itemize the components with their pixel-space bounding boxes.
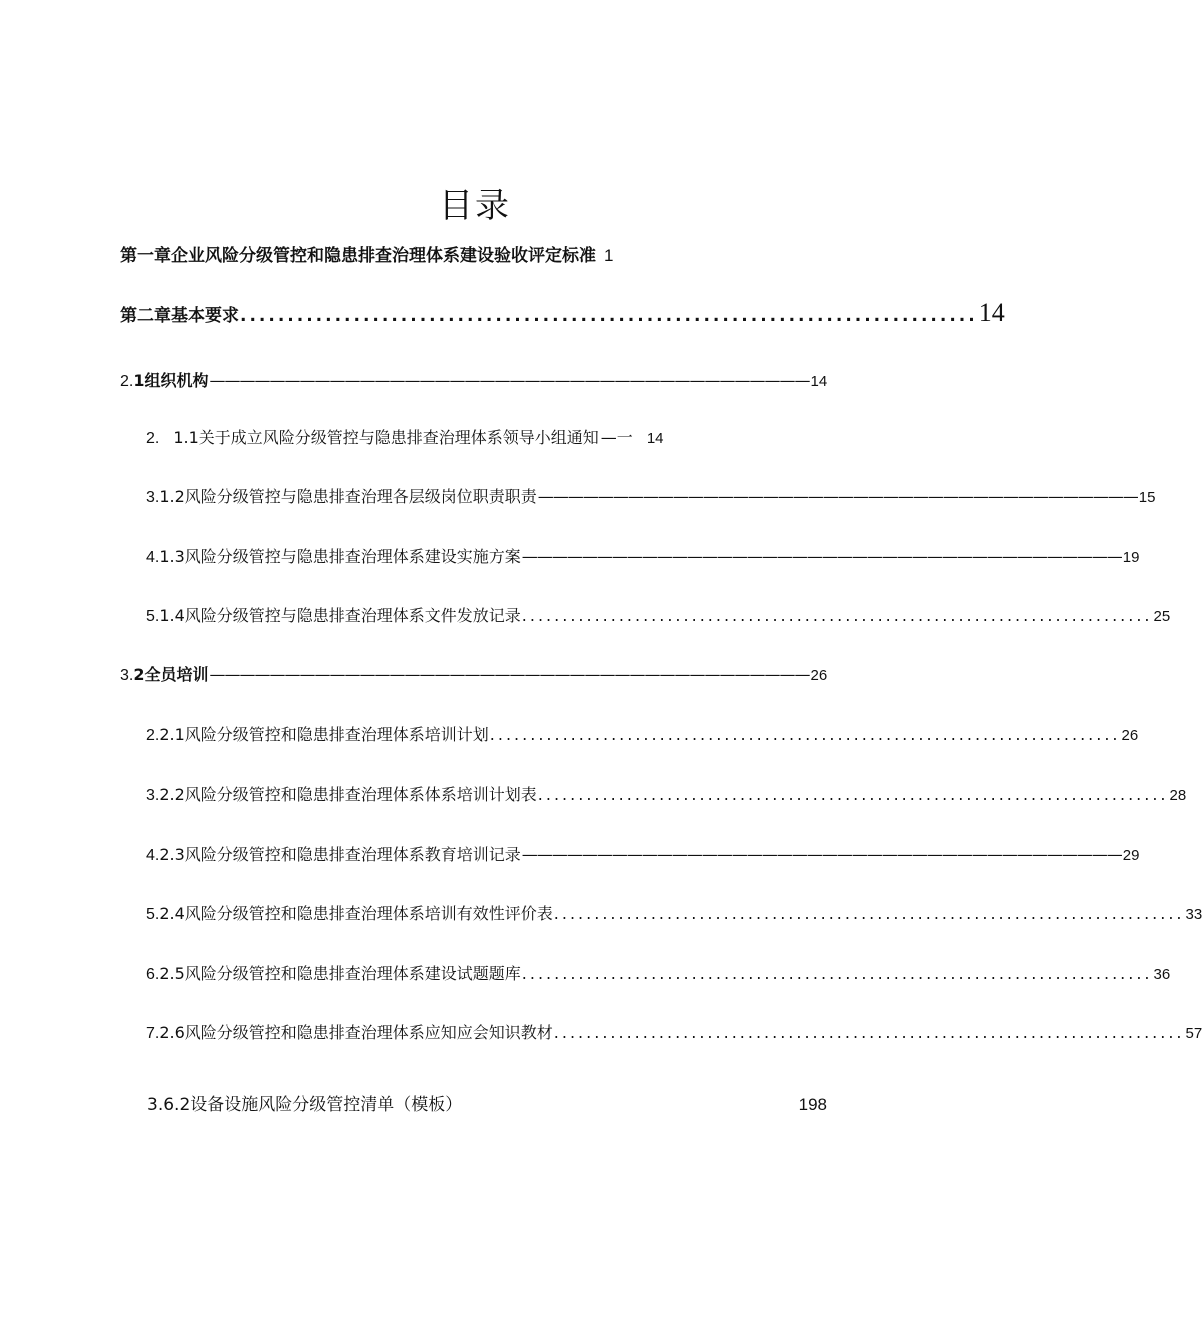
toc-entry-label: 1.2风险分级管控与隐患排查治理各层级岗位职责职责	[159, 487, 537, 506]
toc-entry-page: 26	[1121, 727, 1139, 744]
dash-leader: ————————————————————————————————————————	[209, 665, 810, 684]
toc-entry-page: 57	[1185, 1025, 1202, 1042]
toc-entry-label: 2.5风险分级管控和隐患排查治理体系建设试题题库	[159, 964, 521, 983]
dot-leader: ..............................................................................	[521, 964, 1153, 983]
toc-chapter-1-page: 1	[604, 246, 614, 265]
toc-entry-page: 33	[1185, 906, 1202, 923]
toc-entry-label: 2全员培训	[133, 665, 209, 684]
dash-leader: ————————————————————————————————————————	[521, 845, 1122, 864]
toc-entry-label: 3.6.2设备设施风险分级管控清单（模板）	[147, 1095, 463, 1115]
toc-entry-number: 4.	[146, 549, 160, 566]
toc-entry[interactable]	[146, 961, 1171, 984]
toc-entry-number: 6.	[146, 966, 160, 983]
dot-leader: ..............................................................................	[489, 725, 1121, 744]
toc-chapter-1[interactable]	[120, 241, 613, 266]
dash-leader: ————————————————————————————————————————	[209, 371, 810, 390]
toc-entry-number: 2.	[146, 430, 160, 447]
page-title: 目录	[439, 186, 511, 226]
toc-entry[interactable]	[146, 901, 1202, 924]
toc-entry-page: 28	[1169, 787, 1187, 804]
toc-entry-number: 7.	[146, 1025, 160, 1042]
toc-entry-label: 1.4风险分级管控与隐患排查治理体系文件发放记录	[159, 606, 521, 625]
toc-entry-label: 2.1风险分级管控和隐患排查治理体系培训计划	[159, 725, 489, 744]
dash-leader: —一	[600, 428, 633, 447]
toc-entry-number: 2.	[120, 373, 134, 390]
toc-entry-number: 2.	[146, 727, 160, 744]
toc-entry-page: 14	[810, 373, 828, 390]
dot-leader: ..............................................................................	[537, 785, 1169, 804]
dash-leader: ————————————————————————————————————————	[537, 487, 1138, 506]
toc-entry-page: 29	[1122, 847, 1140, 864]
toc-chapter-2[interactable]	[120, 298, 1005, 328]
toc-entry-page: 15	[1138, 489, 1156, 506]
toc-entry-label: 2.6风险分级管控和隐患排查治理体系应知应会知识教材	[159, 1023, 553, 1042]
toc-entry[interactable]	[146, 722, 1139, 745]
toc-entry-number: 5.	[146, 906, 160, 923]
toc-entry-label: 1.3风险分级管控与隐患排查治理体系建设实施方案	[159, 547, 521, 566]
toc-entry-page: 198	[798, 1095, 827, 1114]
toc-chapter-1-label: 第一章企业风险分级管控和隐患排查治理体系建设验收评定标准	[120, 246, 596, 266]
toc-entry-number: 5.	[146, 608, 160, 625]
dot-leader: ..............................................................................	[240, 306, 978, 326]
toc-entry[interactable]	[146, 484, 1156, 507]
toc-entry[interactable]	[146, 782, 1187, 805]
toc-entry-page: 19	[1122, 549, 1140, 566]
dot-leader: ..............................................................................	[521, 606, 1153, 625]
toc-entry-label: 1组织机构	[133, 371, 209, 390]
toc-entry-label: 2.4风险分级管控和隐患排查治理体系培训有效性评价表	[159, 904, 553, 923]
toc-entry-page: 26	[810, 667, 828, 684]
toc-entry[interactable]	[146, 1020, 1202, 1043]
toc-entry[interactable]	[146, 425, 814, 448]
toc-entry-page: 25	[1153, 608, 1171, 625]
toc-entry-number: 3.	[120, 667, 134, 684]
dot-leader: ..............................................................................	[553, 1023, 1185, 1042]
toc-entry-label: 2.3风险分级管控和隐患排查治理体系教育培训记录	[159, 845, 521, 864]
toc-section[interactable]	[120, 662, 828, 685]
toc-chapter-2-page: 14	[978, 298, 1005, 327]
toc-entry-last[interactable]	[147, 1090, 827, 1115]
toc-entry[interactable]	[146, 842, 1140, 865]
toc-chapter-2-label: 第二章基本要求	[120, 306, 239, 326]
toc-section[interactable]	[120, 368, 828, 391]
toc-entry-page: 36	[1153, 966, 1171, 983]
toc-entry[interactable]	[146, 544, 1140, 567]
toc-entry-label: 2.2风险分级管控和隐患排查治理体系体系培训计划表	[159, 785, 537, 804]
toc-entry-number: 3.	[146, 787, 160, 804]
dot-leader: ..............................................................................	[553, 904, 1185, 923]
toc-entry-page: 14	[646, 430, 664, 447]
toc-entry[interactable]	[146, 603, 1171, 626]
toc-entry-number: 4.	[146, 847, 160, 864]
toc-entry-number: 3.	[146, 489, 160, 506]
toc-entry-label: 1.1关于成立风险分级管控与隐患排查治理体系领导小组通知	[173, 428, 599, 447]
dash-leader: ————————————————————————————————————————	[521, 547, 1122, 566]
